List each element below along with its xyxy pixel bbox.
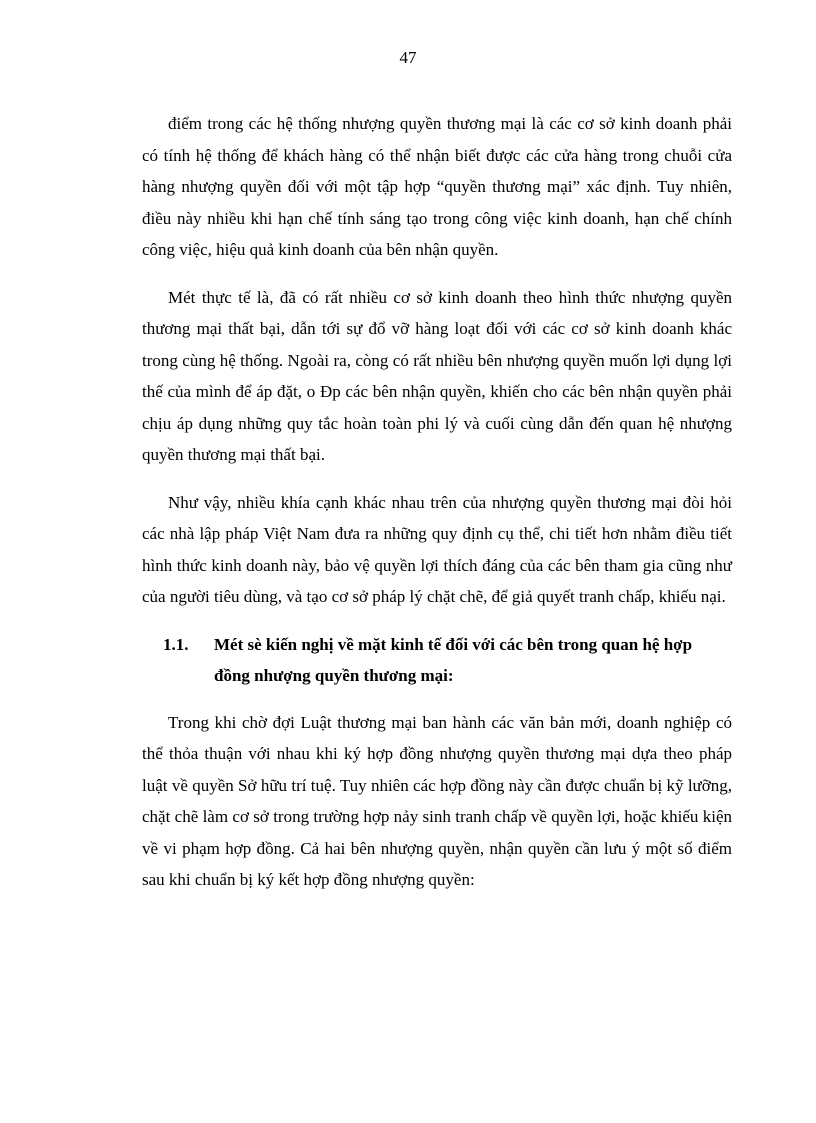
section-title: Mét sè kiến nghị về mặt kinh tế đối với các bên trong quan hệ hợp đồng nhượng quyền thương mại:: [214, 634, 693, 685]
paragraph-3: Như vậy, nhiều khía cạnh khác nhau trên của nhượng quyền thương mại đòi hỏi các nhà lập pháp Việt Nam đưa ra những quy định cụ thể, chi tiết hơn nhằm điều tiết hình thức kinh doanh này, bảo vệ quyền lợi thích đáng của các bên tham gia cũng như của người tiêu dùng, và tạo cơ sở pháp lý chặt chẽ, để giả quyết tranh chấp, khiếu nại.: [142, 492, 732, 606]
paragraph-4: Trong khi chờ đợi Luật thương mại ban hành các văn bản mới, doanh nghiệp có thể thỏa thuận với nhau khi ký hợp đồng nhượng quyền thương mại dựa theo pháp luật về quyền Sở hữu trí tuệ. Tuy nhiên các hợp đồng này cần được chuẩn bị kỹ lưỡng, chặt chẽ làm cơ sở trong trường hợp nảy sinh tranh chấp về quyền lợi, hoặc khiếu kiện về vi phạm hợp đồng. Cả hai bên nhượng quyền, nhận quyền cần lưu ý một số điểm sau khi chuẩn bị ký kết hợp đồng nhượng quyền:: [142, 712, 732, 889]
page-number: 47: [399, 48, 417, 67]
section-heading: [142, 629, 732, 692]
document-body: [142, 108, 732, 896]
paragraph-1: điểm trong các hệ thống nhượng quyền thương mại là các cơ sở kinh doanh phải có tính hệ thống để khách hàng có thể nhận biết được các cửa hàng trong chuỗi cửa hàng nhượng quyền đối với một tập hợp “quyền thương mại” xác định. Tuy nhiên, điều này nhiều khi hạn chế tính sáng tạo trong công việc kinh doanh, hạn chế chính công việc, hiệu quả kinh doanh của bên nhận quyền.: [142, 114, 732, 259]
section-number: 1.1.: [163, 634, 189, 654]
paragraph-2: Mét thực tế là, đã có rất nhiều cơ sở kinh doanh theo hình thức nhượng quyền thương mại thất bại, dẫn tới sự đổ vỡ hàng loạt đối với các cơ sở kinh doanh khác trong cùng hệ thống. Ngoài ra, còng có rất nhiều bên nhượng quyền muốn lợi dụng lợi thế của mình để áp đặt, o Ðp các bên nhận quyền, khiến cho các bên nhận quyền phải chịu áp dụng những quy tắc hoàn toàn phi lý và cuối cùng dẫn đến quan hệ nhượng quyền thương mại thất bại.: [142, 287, 732, 464]
